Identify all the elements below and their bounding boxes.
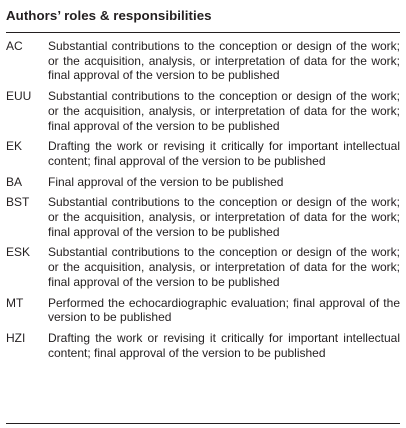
table-title: Authors’ roles & responsibilities bbox=[6, 0, 400, 33]
role-description: Substantial contributions to the conception or design of the work; or the acquisition, analysis, or interpretation of data for the work; final approval of the version to be published bbox=[48, 195, 400, 239]
role-description: Drafting the work or revising it critically for important intellectual content; final approval of the version to be published bbox=[48, 330, 400, 360]
author-initials: AC bbox=[6, 39, 23, 53]
author-initials: BST bbox=[6, 195, 30, 210]
role-description: Substantial contributions to the conception or design of the work; or the acquisition, analysis, or interpretation of data for the work; final approval of the version to be published bbox=[48, 89, 400, 133]
author-initials: EK bbox=[6, 139, 23, 154]
author-initials: BA bbox=[6, 174, 23, 189]
author-initials: EUU bbox=[6, 89, 32, 104]
role-row bbox=[6, 296, 400, 325]
role-row bbox=[6, 195, 400, 239]
role-description: Performed the echocardiographic evaluation; final approval of the version to be published bbox=[48, 295, 400, 325]
author-initials: ESK bbox=[6, 245, 31, 260]
role-row bbox=[6, 331, 400, 360]
role-description: Substantial contributions to the conception or design of the work; or the acquisition, analysis, or interpretation of data for the work; final approval of the version to be published bbox=[48, 245, 400, 289]
role-description: Drafting the work or revising it critically for important intellectual content; final approval of the version to be published bbox=[48, 139, 400, 168]
role-row bbox=[6, 175, 400, 190]
author-initials: HZI bbox=[6, 330, 26, 345]
role-row bbox=[6, 139, 400, 168]
role-description: Final approval of the version to be published bbox=[48, 174, 284, 189]
role-description: Substantial contributions to the conception or design of the work; or the acquisition, analysis, or interpretation of data for the work; final approval of the version to be published bbox=[48, 39, 400, 83]
author-initials: MT bbox=[6, 295, 24, 310]
role-row bbox=[6, 245, 400, 289]
role-row bbox=[6, 89, 400, 133]
role-list bbox=[6, 33, 400, 360]
table-bottom-rule bbox=[6, 423, 400, 424]
role-row bbox=[6, 39, 400, 83]
